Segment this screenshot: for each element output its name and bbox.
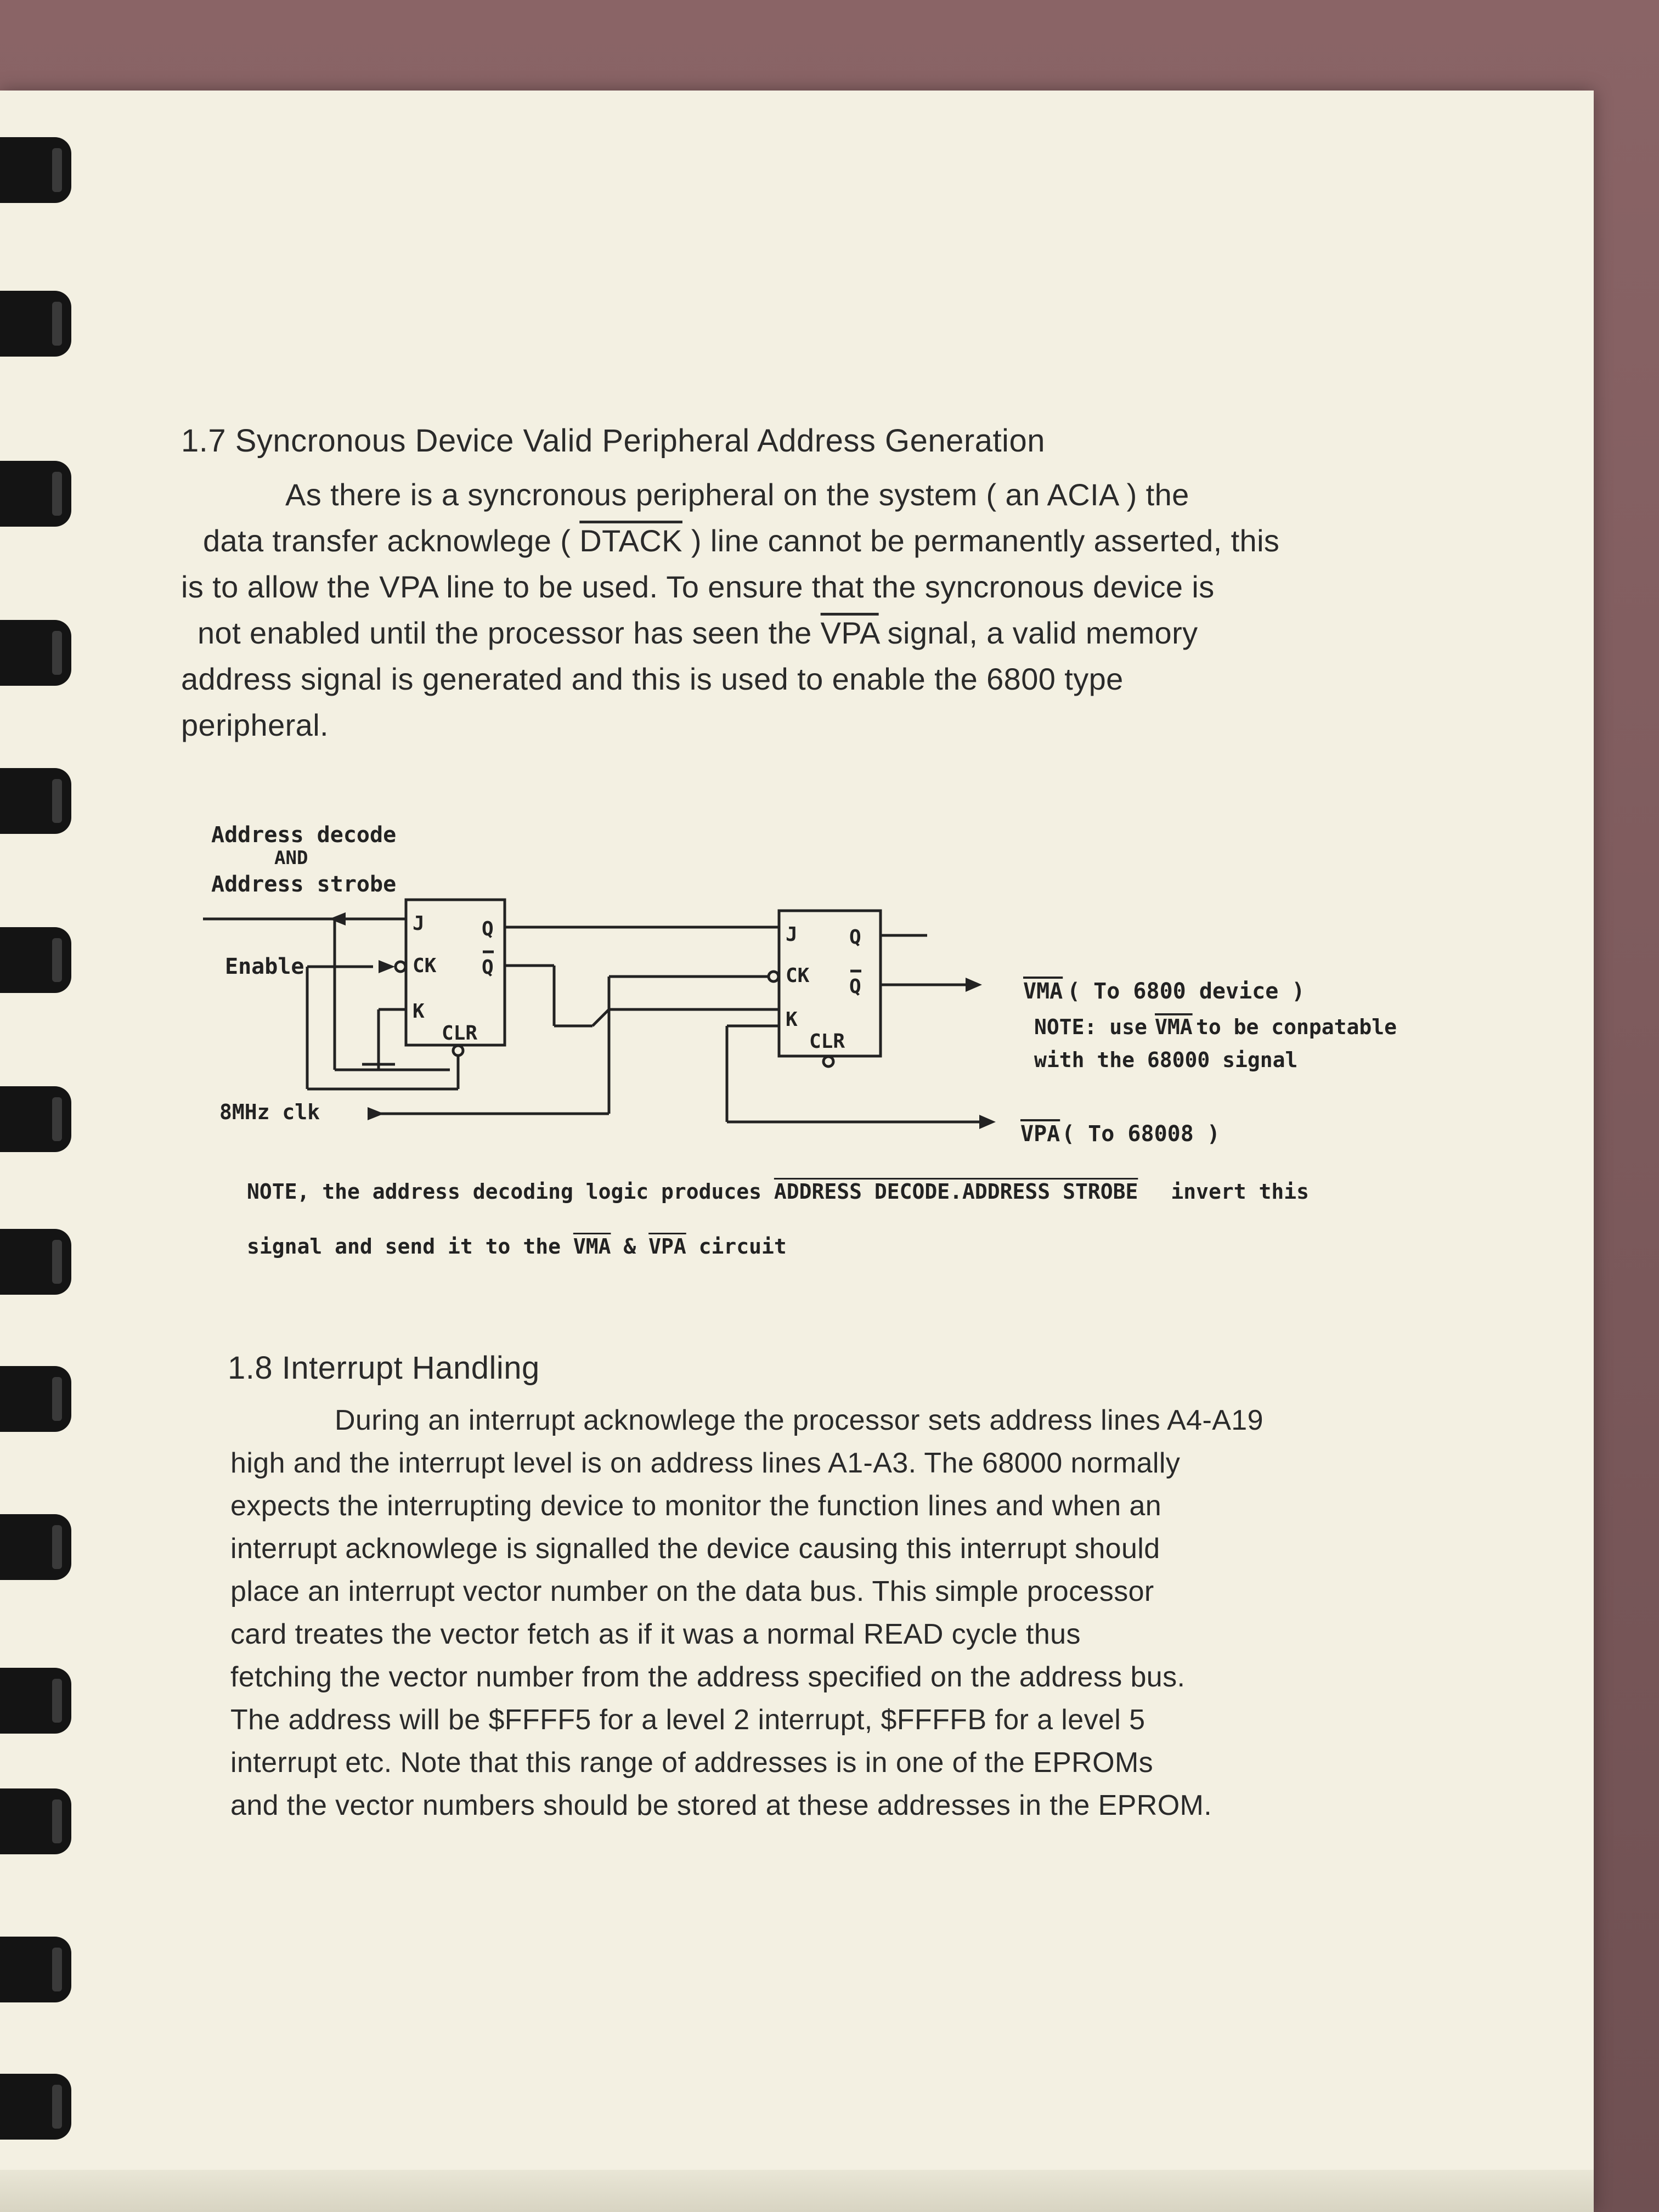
dtack-signal: DTACK: [579, 523, 682, 558]
ff1-qbar-pin: Q: [482, 956, 494, 979]
paragraph-line: card treates the vector fetch as if it was a normal READ cycle thus: [230, 1618, 1081, 1650]
paragraph-line: The address will be $FFFF5 for a level 2 interrupt, $FFFFB for a level 5: [230, 1704, 1146, 1736]
arrow-head: [979, 1115, 996, 1129]
arrow-head: [966, 978, 982, 992]
paragraph-line: address signal is generated and this is used to enable the 6800 type: [181, 662, 1124, 696]
vpa-signal: $\overline{VPA}$: [820, 616, 879, 650]
paragraph-line: During an interrupt acknowlege the processor sets address lines A4-A19: [335, 1404, 1263, 1436]
binding-coil: [0, 1788, 71, 1854]
ff1-j-pin: J: [413, 912, 425, 935]
page-stack-edge: [0, 2170, 1594, 2212]
arrow-head: [368, 1107, 384, 1120]
paragraph-line: peripheral.: [181, 708, 329, 742]
section-1-8-paragraph: [230, 1399, 1383, 1827]
ff1-k-pin: K: [413, 1000, 425, 1023]
note-compatible-label: to be conpatable: [1196, 1015, 1397, 1039]
note-vma-signal: VMA: [1155, 1015, 1193, 1039]
vma-signal-label: VMA: [1023, 979, 1063, 1004]
note-use-label: NOTE: use: [1034, 1015, 1147, 1039]
label-address-decode: Address decode: [211, 822, 397, 848]
text-run: data transfer acknowlege (: [203, 523, 580, 558]
address-strobe-signal: ADDRESS DECODE.ADDRESS STROBE: [774, 1180, 1138, 1204]
ff2-qbar-pin: Q: [849, 975, 861, 998]
ff2-clr-pin: CLR: [809, 1030, 845, 1053]
text-run: NOTE, the address decoding logic produces: [247, 1180, 774, 1204]
paragraph-line: As there is a syncronous peripheral on the system ( an ACIA ) the: [285, 477, 1189, 512]
section-1-7-heading: 1.7 Syncronous Device Valid Peripheral Address Generation: [181, 423, 1045, 459]
ff2-q-pin: Q: [849, 926, 861, 949]
text-run: invert this: [1171, 1180, 1310, 1204]
paragraph-line: expects the interrupting device to monitor the function lines and when an: [230, 1490, 1162, 1522]
binding-coil: [0, 1668, 71, 1734]
paragraph-line: and the vector numbers should be stored at these addresses in the EPROM.: [230, 1790, 1212, 1821]
paragraph-line: interrupt etc. Note that this range of addresses is in one of the EPROMs: [230, 1747, 1154, 1779]
label-enable: Enable: [225, 954, 304, 979]
vpa-output-label: ( To 68008 ): [1062, 1121, 1220, 1147]
text-run: circuit: [686, 1234, 787, 1259]
label-address-strobe: Address strobe: [211, 872, 397, 897]
paragraph-line: is to allow the VPA line to be used. To ensure that the syncronous device is: [181, 569, 1215, 604]
label-and: AND: [274, 847, 308, 869]
binding-coil: [0, 1514, 71, 1580]
paragraph-line: fetching the vector number from the address specified on the address bus.: [230, 1661, 1186, 1693]
text-run: signal, a valid memory: [878, 616, 1198, 650]
ff1-q-pin: Q: [482, 918, 494, 940]
vma-output-label: ( To 6800 device ): [1067, 979, 1305, 1004]
ff2-ck-pin: CK: [786, 964, 810, 987]
binding-coil: [0, 2074, 71, 2140]
text-run: &: [611, 1234, 649, 1259]
paragraph-line: interrupt acknowlege is signalled the device causing this interrupt should: [230, 1533, 1160, 1565]
ff2-k-pin: K: [786, 1008, 798, 1031]
text-run: ) line cannot be permanently asserted, this: [682, 523, 1280, 558]
note-68000-label: with the 68000 signal: [1034, 1048, 1298, 1072]
text-run: not enabled until the processor has seen the: [198, 616, 821, 650]
vpa-signal: $\overline{VPA}$: [648, 1234, 686, 1259]
arrow-head: [329, 912, 346, 926]
label-clk: 8MHz clk: [219, 1100, 320, 1124]
decode-note-line-1: [247, 1180, 1309, 1204]
ff2-j-pin: J: [786, 923, 798, 946]
paragraph-line: high and the interrupt level is on address lines A1-A3. The 68000 normally: [230, 1447, 1181, 1479]
decode-note-line-2: [247, 1234, 787, 1259]
text-run: signal and send it to the: [247, 1234, 573, 1259]
ff1-ck-pin: CK: [413, 955, 437, 977]
binding-coil: [0, 1366, 71, 1432]
paragraph-line: place an interrupt vector number on the data bus. This simple processor: [230, 1576, 1154, 1607]
arrow-head: [379, 960, 395, 973]
section-1-8-heading: 1.8 Interrupt Handling: [228, 1350, 540, 1386]
vpa-signal-label: VPA: [1020, 1121, 1060, 1147]
binding-coil: [0, 1937, 71, 2002]
ff1-clr-pin: CLR: [442, 1022, 478, 1045]
vma-signal: $\overline{VMA}$: [573, 1234, 611, 1259]
